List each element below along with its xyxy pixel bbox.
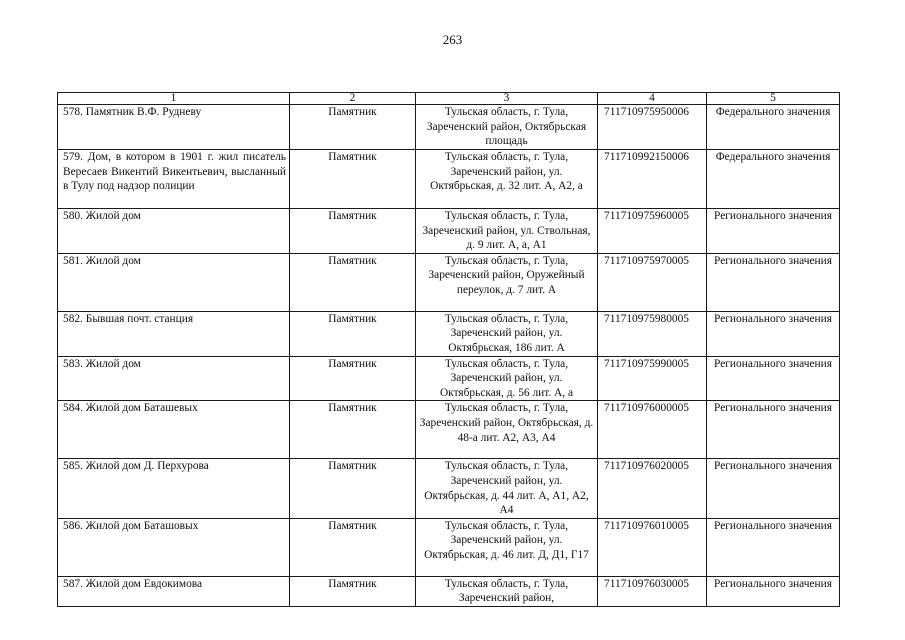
object-name-cell: 584. Жилой дом Баташевых <box>58 401 290 459</box>
table-row <box>58 209 840 254</box>
header-row <box>58 93 840 105</box>
registry-code-cell: 711710976000005 <box>598 401 707 459</box>
object-name-cell: 582. Бывшая почт. станция <box>58 311 290 356</box>
column-header: 3 <box>416 93 598 105</box>
object-name-cell: 580. Жилой дом <box>58 209 290 254</box>
object-name-cell: 587. Жилой дом Евдокимова <box>58 576 290 606</box>
object-type-cell: Памятник <box>290 401 416 459</box>
column-header: 1 <box>58 93 290 105</box>
object-name-cell: 579. Дом, в котором в 1901 г. жил писатель Вересаев Викентий Викентьевич, высланный в Тулу под надзор полиции <box>58 150 290 209</box>
registry-code-cell: 711710992150006 <box>598 150 707 209</box>
registry-code-cell: 711710975990005 <box>598 356 707 401</box>
significance-cell: Регионального значения <box>707 459 840 518</box>
table-row <box>58 518 840 576</box>
significance-cell: Регионального значения <box>707 253 840 311</box>
significance-cell: Регионального значения <box>707 518 840 576</box>
address-cell: Тульская область, г. Тула, Зареченский район, <box>416 576 598 606</box>
object-type-cell: Памятник <box>290 253 416 311</box>
heritage-registry-table <box>57 92 840 607</box>
object-name-cell: 583. Жилой дом <box>58 356 290 401</box>
address-cell: Тульская область, г. Тула, Зареченский район, ул. Октябрьская, д. 32 лит. А, А2, а <box>416 150 598 209</box>
object-type-cell: Памятник <box>290 150 416 209</box>
address-cell: Тульская область, г. Тула, Зареченский район, Октябрьская, д. 48-а лит. А2, А3, А4 <box>416 401 598 459</box>
registry-code-cell: 711710976020005 <box>598 459 707 518</box>
significance-cell: Регионального значения <box>707 356 840 401</box>
significance-cell: Федерального значения <box>707 150 840 209</box>
table-row <box>58 150 840 209</box>
registry-code-cell: 711710975970005 <box>598 253 707 311</box>
object-name-cell: 585. Жилой дом Д. Перхурова <box>58 459 290 518</box>
table-row <box>58 576 840 606</box>
address-cell: Тульская область, г. Тула, Зареченский район, ул. Октябрьская, 186 лит. А <box>416 311 598 356</box>
significance-cell: Регионального значения <box>707 209 840 254</box>
significance-cell: Регионального значения <box>707 576 840 606</box>
table-row <box>58 311 840 356</box>
address-cell: Тульская область, г. Тула, Зареченский район, Оружейный переулок, д. 7 лит. А <box>416 253 598 311</box>
address-cell: Тульская область, г. Тула, Зареченский район, ул. Октябрьская, д. 44 лит. А, А1, А2, А4 <box>416 459 598 518</box>
significance-cell: Регионального значения <box>707 311 840 356</box>
registry-code-cell: 711710976010005 <box>598 518 707 576</box>
significance-cell: Федерального значения <box>707 105 840 150</box>
table-row <box>58 105 840 150</box>
significance-cell: Регионального значения <box>707 401 840 459</box>
object-type-cell: Памятник <box>290 459 416 518</box>
registry-code-cell: 711710975960005 <box>598 209 707 254</box>
object-name-cell: 578. Памятник В.Ф. Рудневу <box>58 105 290 150</box>
object-name-cell: 586. Жилой дом Баташовых <box>58 518 290 576</box>
page-number: 263 <box>442 32 463 47</box>
column-header: 2 <box>290 93 416 105</box>
object-type-cell: Памятник <box>290 311 416 356</box>
address-cell: Тульская область, г. Тула, Зареченский район, ул. Ствольная, д. 9 лит. А, а, А1 <box>416 209 598 254</box>
column-header: 4 <box>598 93 707 105</box>
table-row <box>58 253 840 311</box>
table-row <box>58 356 840 401</box>
object-type-cell: Памятник <box>290 518 416 576</box>
object-type-cell: Памятник <box>290 209 416 254</box>
address-cell: Тульская область, г. Тула, Зареченский район, Октябрьская площадь <box>416 105 598 150</box>
column-header: 5 <box>707 93 840 105</box>
registry-code-cell: 711710976030005 <box>598 576 707 606</box>
address-cell: Тульская область, г. Тула, Зареченский район, ул. Октябрьская, д. 56 лит. А, а <box>416 356 598 401</box>
address-cell: Тульская область, г. Тула, Зареченский район, ул. Октябрьская, д. 46 лит. Д, Д1, Г17 <box>416 518 598 576</box>
table-row <box>58 401 840 459</box>
table-row <box>58 459 840 518</box>
object-type-cell: Памятник <box>290 105 416 150</box>
registry-code-cell: 711710975950006 <box>598 105 707 150</box>
object-type-cell: Памятник <box>290 576 416 606</box>
registry-code-cell: 711710975980005 <box>598 311 707 356</box>
object-type-cell: Памятник <box>290 356 416 401</box>
object-name-cell: 581. Жилой дом <box>58 253 290 311</box>
